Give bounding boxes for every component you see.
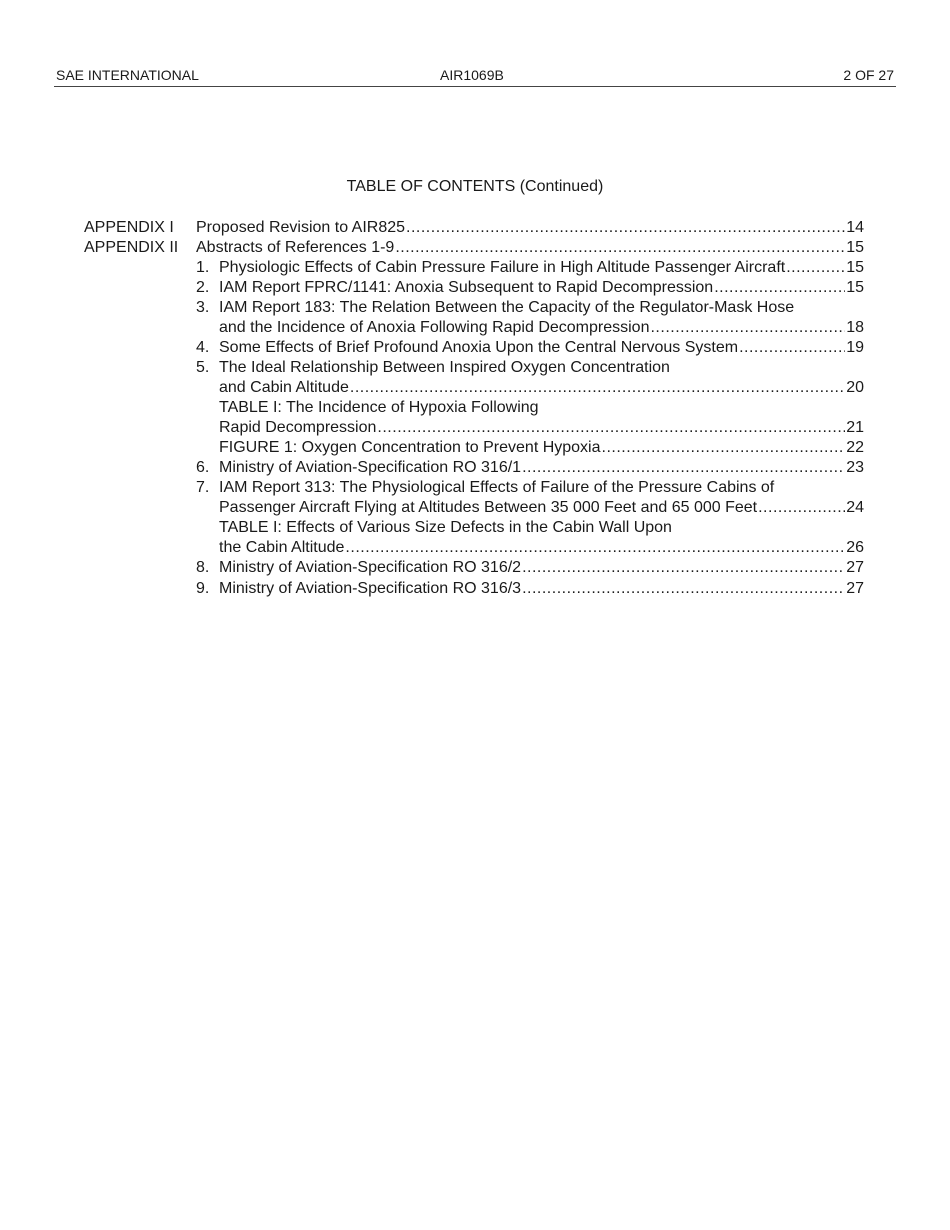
appendix-1-label: APPENDIX I — [84, 219, 174, 236]
leader-dots — [345, 538, 845, 558]
toc-entry-ref-7[interactable] — [219, 498, 864, 518]
toc-entry-text-line-1: TABLE I: The Incidence of Hypoxia Following — [219, 399, 539, 416]
toc-item-number: 9. — [196, 580, 210, 597]
toc-entry-text-line-1: IAM Report 313: The Physiological Effects of Failure of the Pressure Cabins of — [219, 479, 775, 496]
toc-item-number: 6. — [196, 459, 210, 476]
toc-item-number: 7. — [196, 479, 210, 496]
toc-entry-page: 22 — [846, 439, 864, 456]
toc-item-number: 5. — [196, 359, 210, 376]
toc-entry-page: 26 — [846, 539, 864, 556]
leader-dots — [522, 579, 845, 599]
toc-entry-text: Some Effects of Brief Profound Anoxia Upon the Central Nervous System — [219, 339, 739, 356]
toc-entry-page: 18 — [846, 319, 864, 336]
toc-entry-text: and Cabin Altitude — [219, 379, 349, 396]
toc-entry-ref-4[interactable] — [219, 338, 864, 358]
toc-item-number: 3. — [196, 299, 210, 316]
leader-dots — [395, 238, 845, 258]
toc-entry-page: 20 — [846, 379, 864, 396]
toc-entry-text: Physiologic Effects of Cabin Pressure Failure in High Altitude Passenger Aircraft — [219, 259, 786, 276]
toc-entry-text: Ministry of Aviation-Specification RO 316/1 — [219, 459, 522, 476]
toc-entry-text: IAM Report FPRC/1141: Anoxia Subsequent to Rapid Decompression — [219, 279, 714, 296]
toc-entry-page: 23 — [846, 459, 864, 476]
leader-dots — [739, 338, 845, 358]
toc-entry-ref-1[interactable] — [219, 258, 864, 278]
toc-entry-appendix-1[interactable] — [196, 218, 864, 238]
toc-entry-appendix-2[interactable] — [196, 238, 864, 258]
toc-entry-ref-3[interactable] — [219, 318, 864, 338]
toc-entry-ref-5[interactable] — [219, 378, 864, 398]
toc-entry-figure-1[interactable] — [219, 438, 864, 458]
toc-entry-page: 21 — [846, 419, 864, 436]
toc-entry-text-line-1: IAM Report 183: The Relation Between the Capacity of the Regulator-Mask Hose — [219, 299, 795, 316]
toc-item-number: 4. — [196, 339, 210, 356]
appendix-2-label: APPENDIX II — [84, 239, 179, 256]
toc-entry-text: FIGURE 1: Oxygen Concentration to Prevent Hypoxia — [219, 439, 601, 456]
toc-entry-page: 15 — [846, 279, 864, 296]
toc-entry-text-line-1: The Ideal Relationship Between Inspired Oxygen Concentration — [219, 359, 670, 376]
leader-dots — [406, 218, 845, 238]
toc-entry-page: 19 — [846, 339, 864, 356]
toc-entry-page: 27 — [846, 559, 864, 576]
toc-entry-text: the Cabin Altitude — [219, 539, 345, 556]
toc-entry-page: 15 — [846, 239, 864, 256]
leader-dots — [786, 258, 845, 278]
toc-entry-text: Ministry of Aviation-Specification RO 316/3 — [219, 580, 522, 597]
toc-entry-text: and the Incidence of Anoxia Following Rapid Decompression — [219, 319, 650, 336]
toc-entry-table-1-ref-5[interactable] — [219, 418, 864, 438]
leader-dots — [758, 498, 845, 518]
toc-item-number: 2. — [196, 279, 210, 296]
toc-entry-ref-2[interactable] — [219, 278, 864, 298]
toc-entry-text: Abstracts of References 1-9 — [196, 239, 395, 256]
header-document-number: AIR1069B — [440, 67, 504, 83]
toc-entry-page: 24 — [846, 499, 864, 516]
toc-entry-text-line-1: TABLE I: Effects of Various Size Defects in the Cabin Wall Upon — [219, 519, 672, 536]
leader-dots — [602, 438, 846, 458]
toc-entry-ref-8[interactable] — [219, 558, 864, 578]
page-header — [54, 66, 896, 87]
toc-entry-ref-6[interactable] — [219, 458, 864, 478]
leader-dots — [522, 458, 845, 478]
toc-item-number: 1. — [196, 259, 210, 276]
toc-item-number: 8. — [196, 559, 210, 576]
toc-title: TABLE OF CONTENTS (Continued) — [346, 178, 604, 195]
leader-dots — [377, 418, 845, 438]
leader-dots — [522, 558, 845, 578]
toc-entry-ref-9[interactable] — [219, 579, 864, 599]
leader-dots — [350, 378, 845, 398]
toc-entry-text: Proposed Revision to AIR825 — [196, 219, 406, 236]
toc-entry-text: Passenger Aircraft Flying at Altitudes Between 35 000 Feet and 65 000 Feet — [219, 499, 758, 516]
toc-entry-text: Rapid Decompression — [219, 419, 377, 436]
leader-dots — [650, 318, 845, 338]
toc-entry-table-1-ref-7[interactable] — [219, 538, 864, 558]
toc-entry-page: 15 — [846, 259, 864, 276]
toc-entry-page: 14 — [846, 219, 864, 236]
header-organization: SAE INTERNATIONAL — [56, 67, 199, 83]
toc-entry-page: 27 — [846, 580, 864, 597]
header-page-number: 2 OF 27 — [843, 67, 894, 83]
leader-dots — [714, 278, 845, 298]
toc-entry-text: Ministry of Aviation-Specification RO 316/2 — [219, 559, 522, 576]
